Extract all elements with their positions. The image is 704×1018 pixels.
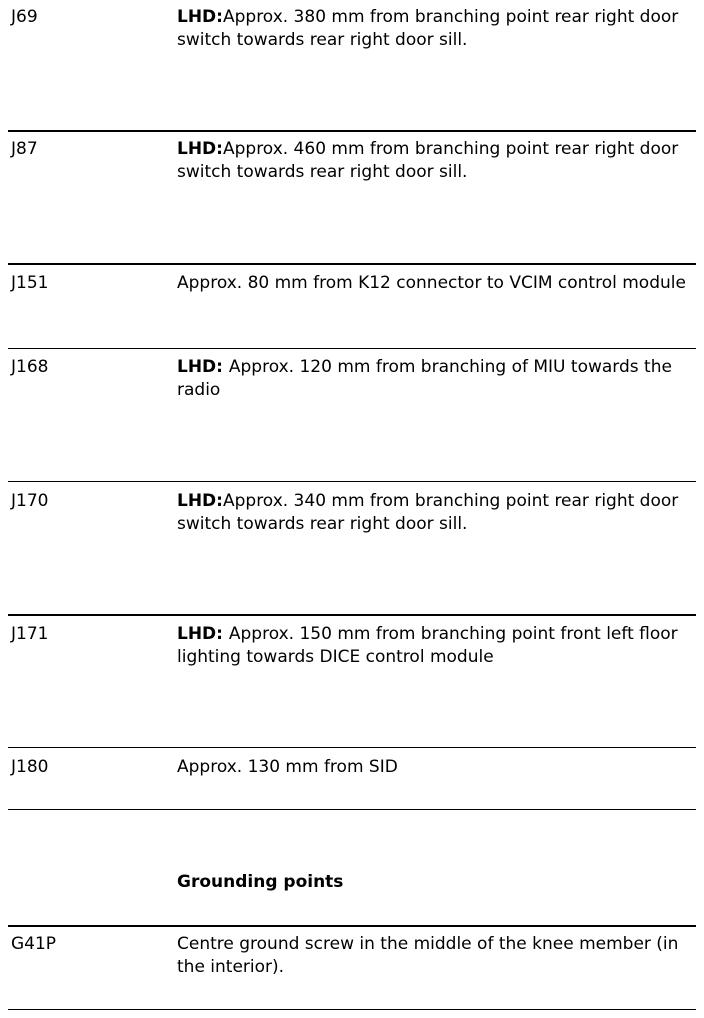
row-divider <box>8 1009 696 1010</box>
row-description <box>177 623 696 669</box>
row-text: Approx. 340 mm from branching point rear right door switch towards rear right door sill. <box>177 491 679 534</box>
table-row <box>8 750 696 809</box>
row-prefix: LHD: <box>177 624 229 644</box>
row-id: J168 <box>11 357 49 377</box>
row-id: J87 <box>11 139 38 159</box>
row-id: J171 <box>11 624 49 644</box>
section-heading: Grounding points <box>177 872 344 892</box>
row-description <box>177 933 696 979</box>
row-text: Approx. 460 mm from branching point rear right door switch towards rear right door sill. <box>177 139 679 182</box>
table-row <box>8 266 696 348</box>
row-id: J170 <box>11 491 49 511</box>
row-divider <box>8 263 696 265</box>
row-text: Approx. 120 mm from branching of MIU towards the radio <box>177 357 672 400</box>
row-prefix: LHD: <box>177 491 223 511</box>
row-text: Approx. 80 mm from K12 connector to VCIM control module <box>177 273 686 293</box>
row-description <box>177 138 696 184</box>
row-divider <box>8 614 696 616</box>
row-divider <box>8 747 696 748</box>
row-divider <box>8 809 696 810</box>
row-text: Approx. 150 mm from branching point front left floor lighting towards DICE control module <box>177 624 678 667</box>
table-row <box>8 617 696 747</box>
row-description <box>177 756 696 779</box>
table-row <box>8 484 696 614</box>
table-row <box>8 927 696 1009</box>
table-row <box>8 0 696 130</box>
row-divider <box>8 348 696 349</box>
row-description <box>177 356 696 402</box>
row-id: J180 <box>11 757 49 777</box>
table-row <box>8 132 696 263</box>
row-id: J69 <box>11 7 38 27</box>
row-divider <box>8 481 696 482</box>
row-prefix: LHD: <box>177 7 223 27</box>
row-text: Centre ground screw in the middle of the knee member (in the interior). <box>177 934 679 977</box>
row-id: J151 <box>11 273 49 293</box>
table-row <box>8 350 696 481</box>
row-id: G41P <box>11 934 57 954</box>
row-description <box>177 6 696 52</box>
row-text: Approx. 130 mm from SID <box>177 757 398 777</box>
row-prefix: LHD: <box>177 357 229 377</box>
row-prefix: LHD: <box>177 139 223 159</box>
row-description <box>177 490 696 536</box>
row-text: Approx. 380 mm from branching point rear right door switch towards rear right door sill. <box>177 7 679 50</box>
row-description <box>177 272 696 295</box>
